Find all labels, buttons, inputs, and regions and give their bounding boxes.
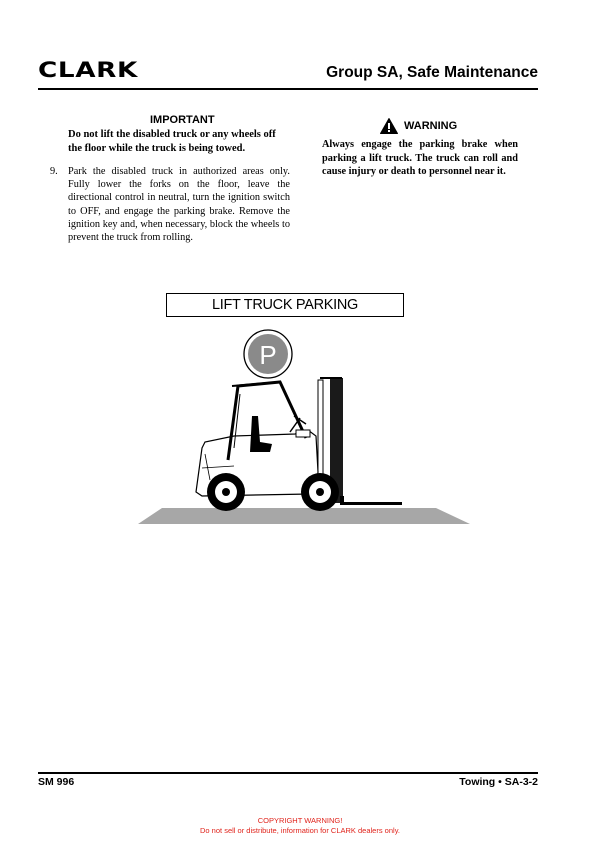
forklift-front-wheel [301,473,339,511]
clark-logo: CLARK [38,58,138,82]
step-number: 9. [50,166,58,177]
copyright-notice: Do not sell or distribute, information for CLARK dealers only. [200,826,400,835]
step-item [50,165,290,244]
warning-triangle-icon [380,118,398,134]
header-divider [38,88,538,90]
parking-floor [138,508,470,524]
document-code: SM 996 [38,776,75,788]
figure-title: LIFT TRUCK PARKING [166,293,404,317]
important-body: Do not lift the disabled truck or any wheels off the floor while the truck is being towed. [68,129,276,154]
forklift-parking-illustration [130,320,470,530]
forklift-rear-wheel [207,473,245,511]
warning-heading [380,118,457,134]
copyright-heading: COPYRIGHT WARNING! [257,816,343,825]
step-text: Park the disabled truck in authorized areas only. Fully lower the forks on the floor, leave the directional control in neutral, turn the ignition switch to OFF, and engage the parking brake. Remove the ignition key and, when necessary, block the wheels to prevent the truck from rolling. [68,166,290,244]
forklift-seat [250,416,272,452]
footer-divider [38,772,538,774]
page-title: Group SA, Safe Maintenance [326,64,538,81]
copyright-warning [0,816,600,836]
warning-heading-text: WARNING [404,120,458,132]
important-heading: IMPORTANT [150,114,215,126]
parking-sign-letter: P [259,340,277,370]
forklift-forks [340,502,402,505]
warning-body: Always engage the parking brake when parking a lift truck. The truck can roll and cause injury or death to personnel near it. [322,139,518,177]
page-number: Towing • SA-3-2 [459,776,538,788]
